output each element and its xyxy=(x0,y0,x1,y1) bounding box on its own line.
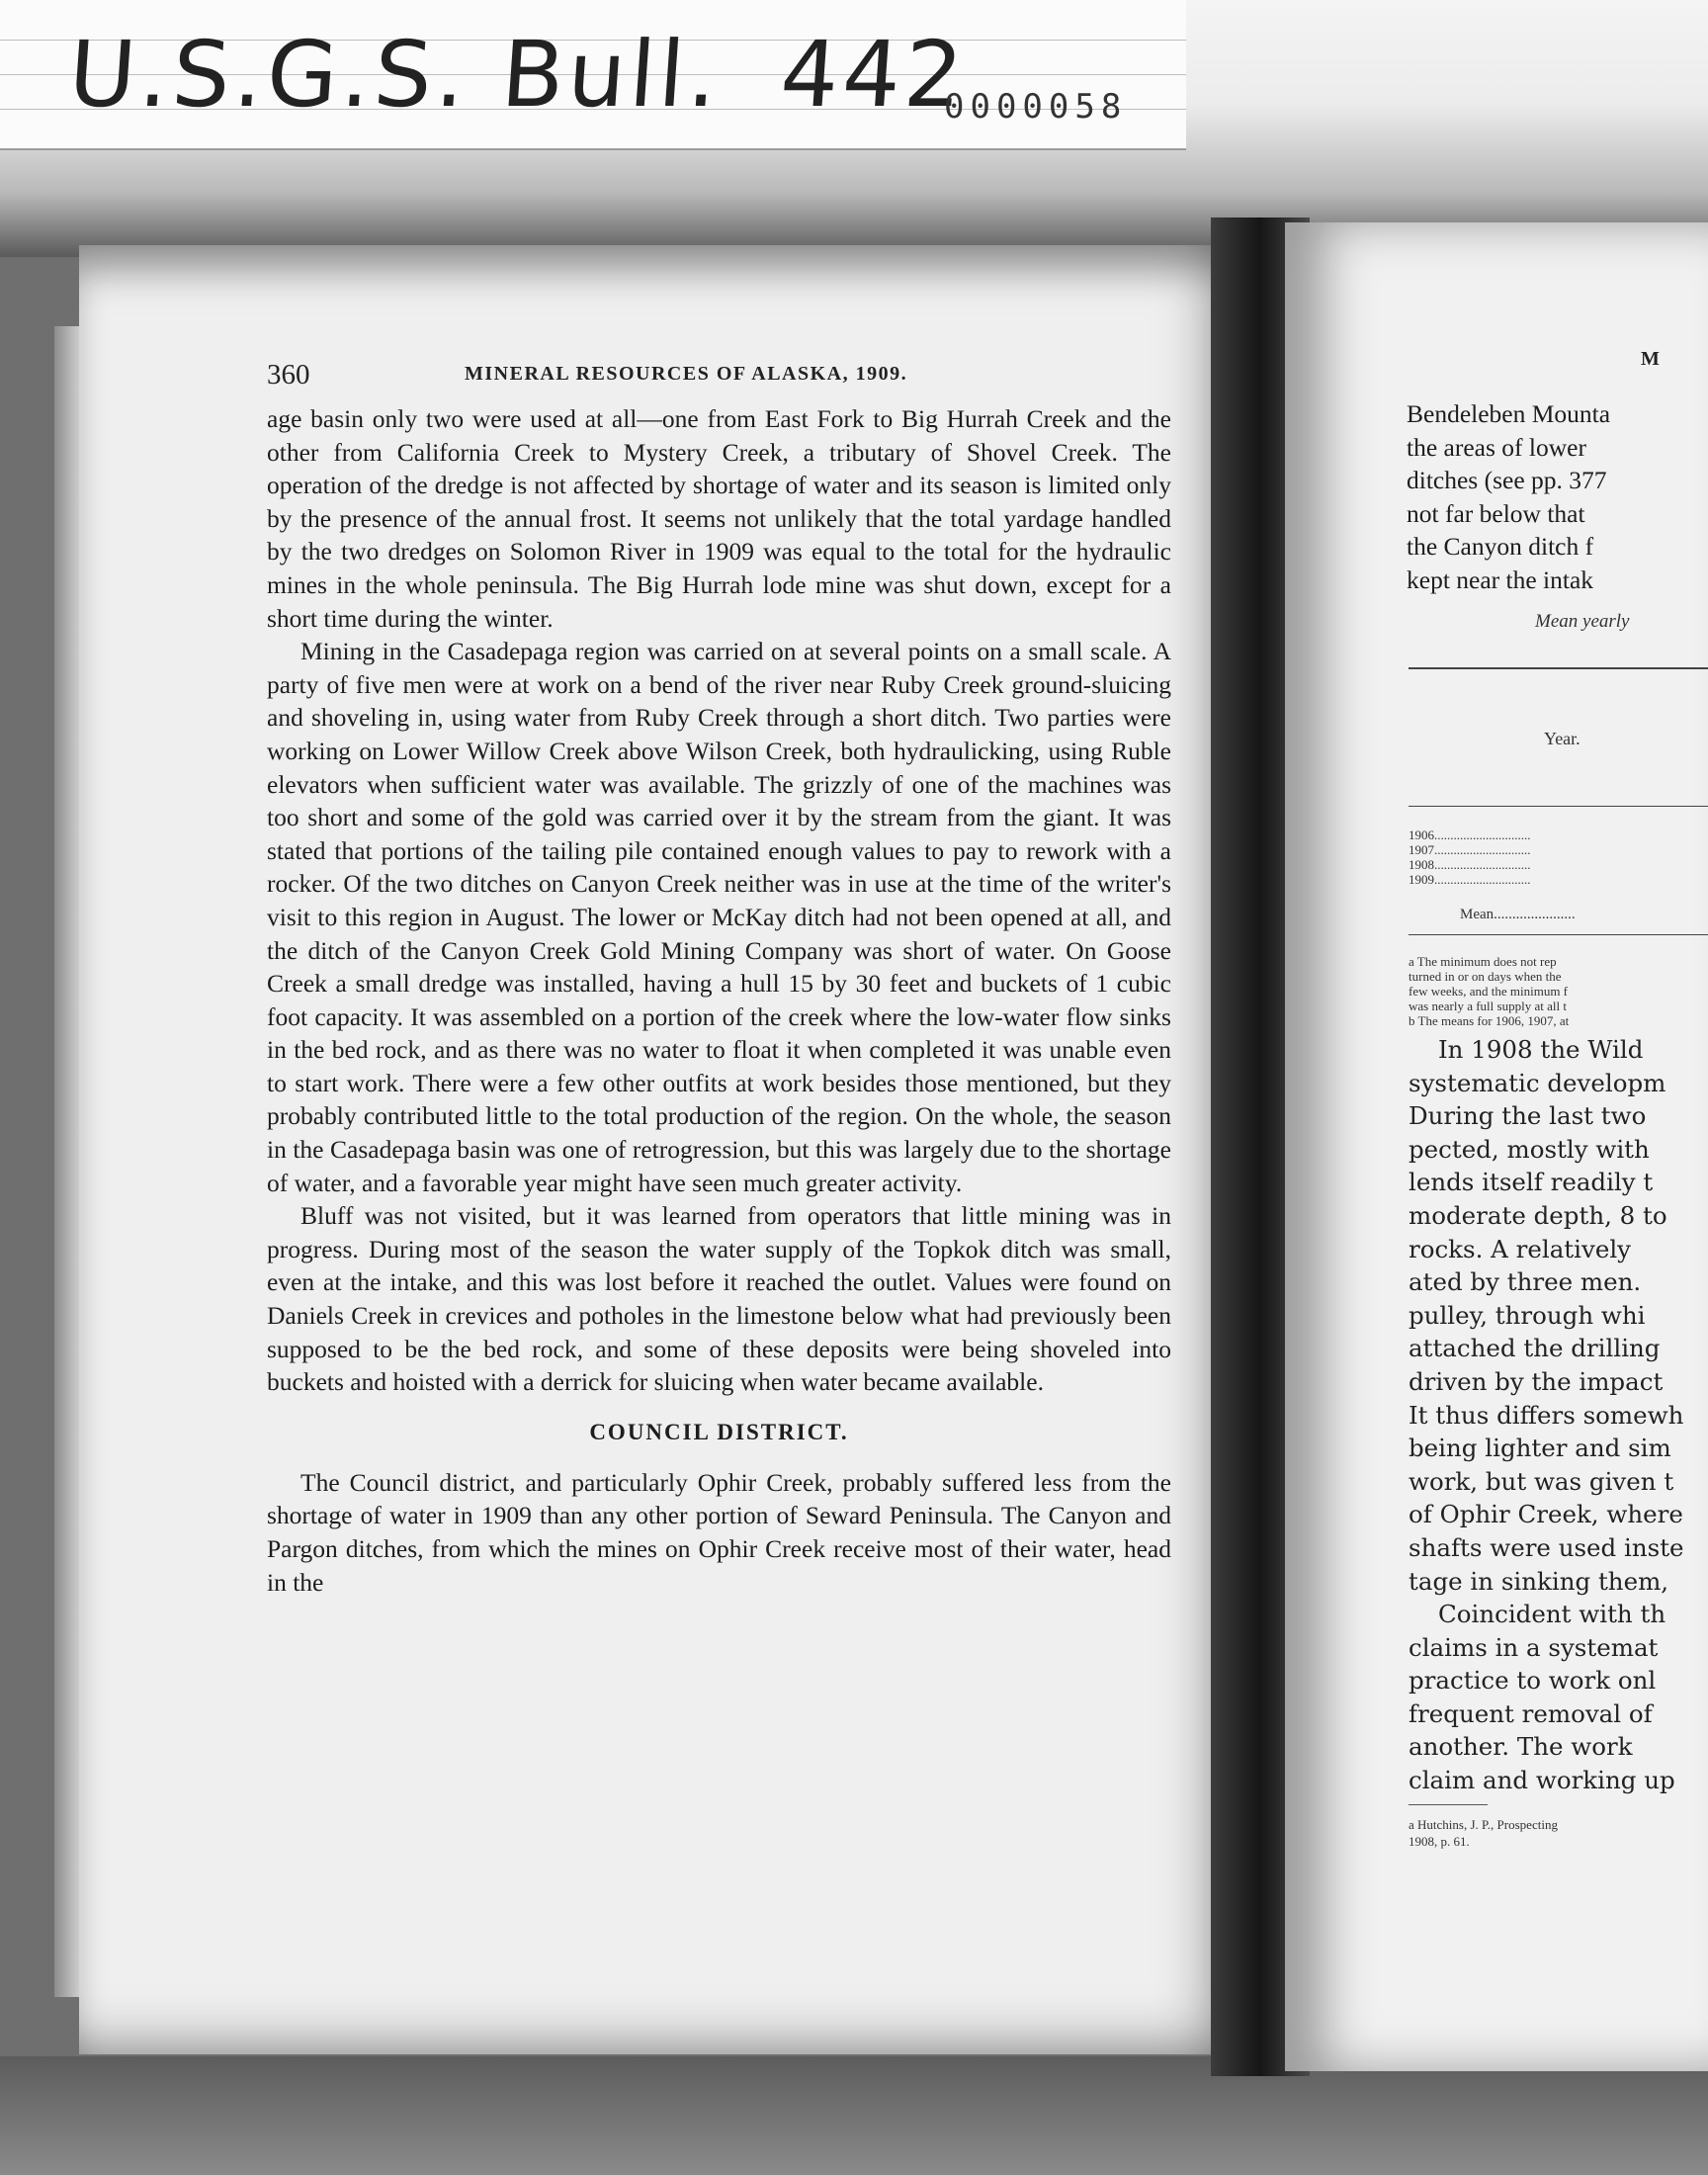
table-year: 1906 xyxy=(1409,827,1434,842)
footnote-line: 1908, p. 61. xyxy=(1409,1834,1470,1849)
text-line: ated by three men. xyxy=(1409,1267,1642,1297)
right-page xyxy=(1285,222,1708,2071)
table-header-year: Year. xyxy=(1544,729,1580,748)
text-line: Coincident with th xyxy=(1438,1600,1666,1629)
table-note: was nearly a full supply at all t xyxy=(1409,999,1567,1013)
right-text-bottom xyxy=(1409,1033,1708,1797)
paragraph-bluff: Bluff was not visited, but it was learned from operators that little mining was in progress. During most of the season the water supply of the Topkok ditch was small, even at the intake, and this was lost before it reached the outlet. Values were found on Daniels Creek in crevices and potholes in the limestone below what had previously been supposed to be the bed rock, and some of these deposits were being shoveled into buckets and hoisted with a derrick for sluicing when water became available. xyxy=(267,1201,1171,1397)
text-line: the Canyon ditch f xyxy=(1407,532,1594,562)
text-line: being lighter and sim xyxy=(1409,1434,1671,1463)
table-note: turned in or on days when the xyxy=(1409,969,1562,984)
text-line: not far below that xyxy=(1407,498,1585,528)
left-page-body xyxy=(267,402,1171,1599)
catalog-label-strip xyxy=(0,0,1186,150)
text-line: tage in sinking them, xyxy=(1409,1566,1669,1596)
paragraph-continued: age basin only two were used at all—one from East Fork to Big Hurrah Creek and the other from California Creek to Mystery Creek, a tributary of Shovel Creek. The operation of the dredge is not affected by shortage of water and its season is limited only by the presence of the annual frost. It seems not unlikely that the total yardage handled by the two dredges on Solomon River in 1909 was equal to the total for the hydraulic mines in the whole peninsula. The Big Hurrah lode mine was shut down, except for a short time during the winter. xyxy=(267,404,1171,633)
text-line: another. The work xyxy=(1409,1732,1633,1762)
text-line: During the last two xyxy=(1409,1101,1647,1131)
table-mean-row: Mean...................... xyxy=(1460,907,1576,922)
text-line: systematic developm xyxy=(1409,1068,1666,1097)
text-line: work, but was given t xyxy=(1409,1466,1674,1496)
text-line: shafts were used inste xyxy=(1409,1532,1684,1562)
table-rule xyxy=(1409,934,1708,935)
text-line: kept near the intak xyxy=(1407,565,1594,594)
right-text-top xyxy=(1407,397,1708,597)
footnote-line: a Hutchins, J. P., Prospecting xyxy=(1409,1817,1558,1832)
text-line: In 1908 the Wild xyxy=(1438,1035,1644,1064)
text-line: It thus differs somewh xyxy=(1409,1400,1684,1430)
paragraph-council: The Council district, and particularly Ophir Creek, probably suffered less from the shortage of water in 1909 than any other portion of Seward Peninsula. The Canyon and Pargon ditches, from which the mines on Ophir Creek receive most of their water, head in the xyxy=(267,1467,1171,1597)
text-line: claims in a systemat xyxy=(1409,1632,1659,1662)
table-rule xyxy=(1409,667,1708,669)
page-number: 360 xyxy=(267,359,310,391)
right-running-head: M xyxy=(1641,348,1660,370)
text-line: ditches (see pp. 377 xyxy=(1407,466,1607,495)
section-heading: COUNCIL DISTRICT. xyxy=(589,1419,849,1444)
table-note: b The means for 1906, 1907, at xyxy=(1409,1013,1570,1028)
table-caption: Mean yearly xyxy=(1535,611,1630,632)
text-line: driven by the impact xyxy=(1409,1366,1664,1396)
table-year: 1907 xyxy=(1409,842,1434,857)
table-mean-label: Mean xyxy=(1460,907,1494,922)
paragraph-casadepaga: Mining in the Casadepaga region was carried on at several points on a small scale. A party of five men were at work on a bend of the river near Ruby Creek ground-sluicing and shoveling in, using water from Ruby Creek through a short ditch. Two parties were working on Lower Willow Creek above Wilson Creek, both hydraulicking, using Ruble elevators when sufficient water was available. The grizzly of one of the machines was too short and some of the gold was carried over it by the stream from the giant. It was stated that portions of the tailing pile contained enough values to pay to rework with a rocker. Of the two ditches on Canyon Creek neither was in use at the time of the writer's visit to this region in August. The lower or McKay ditch had not been opened at all, and the ditch of the Canyon Creek Gold Mining Company was short of water. On Goose Creek a small dredge was installed, having a hull 15 by 30 feet and buckets of 1 cubic foot capacity. It was assembled on a portion of the creek where the low-water flow sinks in the bed rock, and as there was no water to float it when completed it was unable even to start work. There were a few other outfits at work besides those mentioned, but they probably contributed little to the total production of the region. On the whole, the season in the Casadepaga basin was one of retrogression, but this was largely due to the shortage of water, and a favorable year might have seen much greater activity. xyxy=(267,637,1171,1197)
text-line: Bendeleben Mounta xyxy=(1407,399,1611,428)
running-head xyxy=(267,359,1176,394)
text-line: attached the drilling xyxy=(1409,1334,1661,1363)
table-note: few weeks, and the minimum f xyxy=(1409,984,1569,999)
footnote xyxy=(1409,1816,1558,1850)
text-line: moderate depth, 8 to xyxy=(1409,1200,1667,1230)
table-year: 1909 xyxy=(1409,872,1434,887)
text-line: rocks. A relatively xyxy=(1409,1234,1632,1263)
handwritten-series: U.S.G.S. Bull. xyxy=(65,22,726,128)
text-line: pected, mostly with xyxy=(1409,1134,1650,1164)
text-line: frequent removal of xyxy=(1409,1698,1653,1728)
text-line: practice to work onl xyxy=(1409,1666,1657,1696)
text-line: lends itself readily t xyxy=(1409,1168,1654,1197)
table-rule xyxy=(1409,806,1708,807)
accession-stamp: 0000058 xyxy=(944,87,1128,127)
handwritten-bulletin-number: 442 xyxy=(777,22,971,128)
table-year: 1908 xyxy=(1409,857,1434,872)
text-line: of Ophir Creek, where xyxy=(1409,1500,1683,1529)
footnote-rule xyxy=(1409,1804,1488,1805)
table-notes xyxy=(1409,954,1569,1028)
running-head-title: MINERAL RESOURCES OF ALASKA, 1909. xyxy=(465,363,908,385)
text-line: the areas of lower xyxy=(1407,432,1586,462)
text-line: claim and working up xyxy=(1409,1766,1675,1795)
text-line: pulley, through whi xyxy=(1409,1300,1646,1330)
table-note: a The minimum does not rep xyxy=(1409,954,1557,969)
table-rows: 1906.............................. 1907.............................. 1908.............................. 1909.............................. xyxy=(1409,827,1531,887)
scanner-bottom-background xyxy=(0,2056,1708,2175)
